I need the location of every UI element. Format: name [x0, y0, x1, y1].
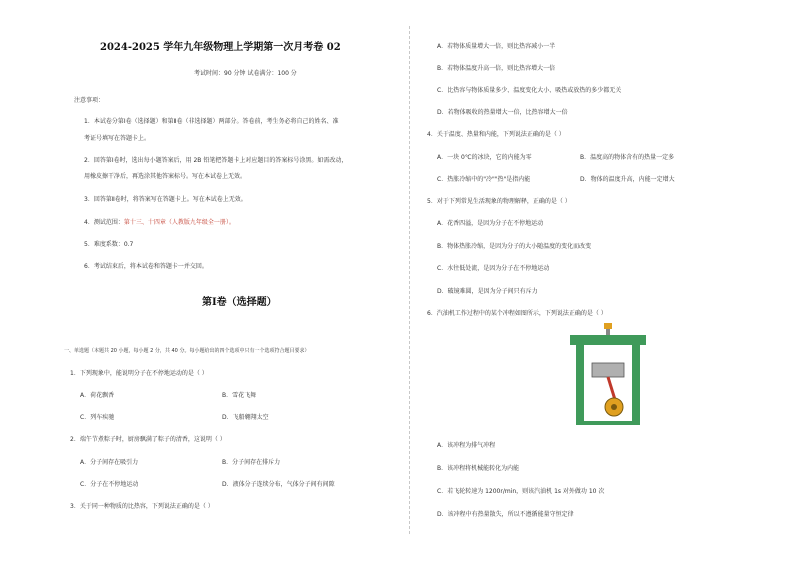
- q1-stem: 1．下列现象中，能说明分子在不停地运动的是（ ）: [70, 370, 208, 377]
- q6-option-d: D．该冲程中有热量散失，所以不遵循能量守恒定律: [437, 511, 574, 518]
- q6-stem: 6．汽油机工作过程中的某个冲程如图所示，下列说法正确的是（ ）: [427, 310, 607, 317]
- q2-option-a: A．分子间存在吸引力: [80, 459, 139, 466]
- q5-option-a: A．花香四溢，是因为分子在不停地运动: [437, 220, 544, 227]
- column-divider: [409, 26, 410, 534]
- notice-4-scope: 第十三、十四章（人教版九年级全一册）。: [123, 219, 235, 226]
- q3-stem: 3．关于同一种物质的比热容，下列说法正确的是（ ）: [70, 503, 214, 510]
- notice-6: 6．考试结束后，将本试卷和答题卡一并交回。: [84, 263, 208, 270]
- notice-heading: 注意事项：: [74, 97, 105, 104]
- notice-2-line2: 用橡皮擦干净后，再选涂其他答案标号。写在本试卷上无效。: [84, 173, 247, 180]
- q5-option-c: C．水往低处流，是因为分子在不停地运动: [437, 265, 550, 272]
- cylinder-head: [570, 335, 646, 345]
- piston: [592, 363, 624, 377]
- q2-option-b: B．分子间存在排斥力: [222, 459, 281, 466]
- q5-stem: 5．对于下列常见生活现象的物理解释，正确的是（ ）: [427, 198, 571, 205]
- q5-option-d: D．破镜难圆，是因为分子间只有斥力: [437, 288, 538, 295]
- q3-option-c: C．比热容与物体质量多少、温度变化大小、吸热或放热的多少都无关: [437, 87, 622, 94]
- notice-1-line1: 1．本试卷分第Ⅰ卷（选择题）和第Ⅱ卷（非选择题）两部分。答卷前，考生务必将自己的姓名、准: [84, 118, 339, 125]
- notice-1-line2: 考证号填写在答题卡上。: [84, 135, 151, 142]
- section-title: 第Ⅰ卷（选择题）: [202, 297, 277, 308]
- q4-stem: 4．关于温度、热量和内能，下列说法正确的是（ ）: [427, 131, 565, 138]
- left-column: [62, 0, 392, 562]
- notice-3: 3．回答第Ⅱ卷时，将答案写在答题卡上。写在本试卷上无效。: [84, 196, 247, 203]
- q3-option-d: D．若物体吸收的热量增大一倍，比热容增大一倍: [437, 109, 568, 116]
- q1-option-b: B．雪花飞舞: [222, 392, 257, 399]
- spark-plug: [604, 323, 612, 329]
- notice-4-label: 4．测试范围：: [84, 219, 124, 226]
- page-title: 2024-2025 学年九年级物理上学期第一次月考卷 02: [100, 42, 341, 53]
- q4-option-b: B．温度高的物体含有的热量一定多: [580, 154, 675, 161]
- q1-option-a: A．荷花飘香: [80, 392, 115, 399]
- q2-option-c: C．分子在不停地运动: [80, 481, 139, 488]
- q1-option-c: C．列车疾驰: [80, 414, 115, 421]
- engine-diagram: [568, 323, 648, 427]
- q4-option-a: A．一块 0℃的冰块，它的内能为零: [437, 154, 532, 161]
- q1-option-d: D．飞船翱翔太空: [222, 414, 269, 421]
- q4-option-d: D．物体的温度升高，内能一定增大: [580, 176, 675, 183]
- right-column: [425, 0, 725, 562]
- q4-option-c: C．热胀冷缩中的"冷""热"是指内能: [437, 176, 531, 183]
- q6-option-c: C．若飞轮转速为 1200r/min，则该汽油机 1s 对外做功 10 次: [437, 488, 605, 495]
- notice-5: 5．难度系数：0.7: [84, 241, 134, 248]
- q6-option-a: A．该冲程为排气冲程: [437, 442, 496, 449]
- crankcase-base: [576, 421, 640, 425]
- notice-4: [84, 219, 235, 227]
- q3-option-a: A．若物体质量增大一倍，则比热容减小一半: [437, 43, 556, 50]
- q6-option-b: B．该冲程将机械能转化为内能: [437, 465, 520, 472]
- crankshaft-axle: [611, 404, 617, 410]
- cylinder-wall-left: [576, 345, 584, 423]
- q5-option-b: B．物体热胀冷缩，是因为分子的大小随温度的变化而改变: [437, 243, 592, 250]
- q3-option-b: B．若物体温度升高一倍，则比热容增大一倍: [437, 65, 556, 72]
- part1-heading: 一、单选题（本题共 20 小题，每小题 2 分，共 40 分。每小题给出的四个选项中只有一个选项符合题目要求）: [64, 348, 310, 354]
- cylinder-wall-right: [632, 345, 640, 423]
- notice-2-line1: 2．回答第Ⅰ卷时，选出每小题答案后，用 2B 铅笔把答题卡上对应题目的答案标号涂黑。如需改动，: [84, 157, 348, 164]
- q2-option-d: D．液体分子连续分布，气体分子间有间隙: [222, 481, 335, 488]
- exam-meta: 考试时间：90 分钟 试卷满分：100 分: [194, 70, 297, 77]
- q2-stem: 2．端午节煮粽子时，厨房飘满了粽子的清香，这说明（ ）: [70, 436, 226, 443]
